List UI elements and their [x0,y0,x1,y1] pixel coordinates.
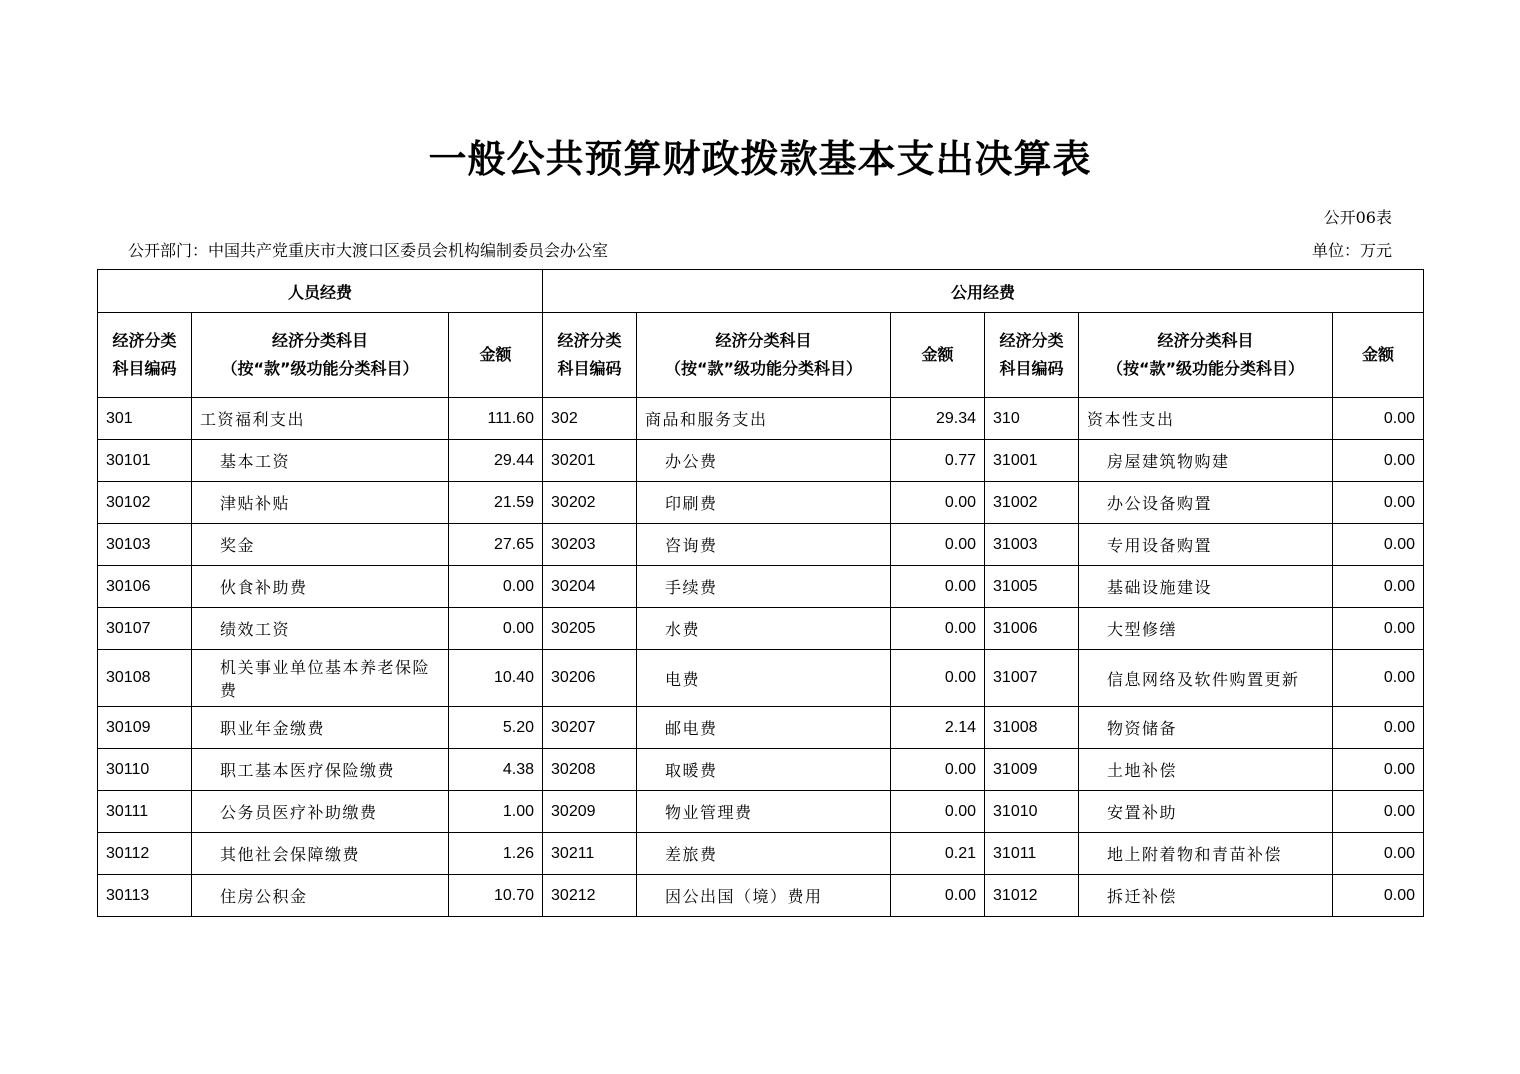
amount-cell: 27.65 [449,524,543,566]
col-header-subject: 经济分类科目 （按“款”级功能分类科目） [637,313,891,398]
table-row [98,566,1424,608]
col-header-amount: 金额 [449,313,543,398]
table-row [98,482,1424,524]
amount-cell: 0.00 [1333,482,1424,524]
subject-cell: 奖金 [192,524,449,566]
code-cell: 30204 [543,566,637,608]
table-row [98,398,1424,440]
department-label: 公开部门：中国共产党重庆市大渡口区委员会机构编制委员会办公室 [128,241,609,260]
code-cell: 30106 [98,566,192,608]
subject-cell: 办公设备购置 [1079,482,1333,524]
code-cell: 30111 [98,791,192,833]
amount-cell: 0.00 [1333,749,1424,791]
amount-cell: 29.34 [891,398,985,440]
code-cell: 30201 [543,440,637,482]
subject-cell: 差旅费 [637,833,891,875]
subject-cell: 伙食补助费 [192,566,449,608]
subject-cell: 咨询费 [637,524,891,566]
code-cell: 31008 [985,707,1079,749]
table-row [98,833,1424,875]
amount-cell: 0.00 [1333,398,1424,440]
amount-cell: 10.70 [449,875,543,917]
unit-label: 单位：万元 [1311,241,1392,260]
code-cell: 30110 [98,749,192,791]
amount-cell: 0.00 [1333,608,1424,650]
amount-cell: 0.21 [891,833,985,875]
col-header-code: 经济分类 科目编码 [98,313,192,398]
subject-cell: 水费 [637,608,891,650]
amount-cell: 0.00 [891,482,985,524]
subject-cell: 资本性支出 [1079,398,1333,440]
amount-cell: 0.00 [891,524,985,566]
form-number: 公开06表 [1323,208,1392,227]
code-cell: 30113 [98,875,192,917]
amount-cell: 5.20 [449,707,543,749]
code-cell: 31012 [985,875,1079,917]
subject-cell: 办公费 [637,440,891,482]
subject-cell: 信息网络及软件购置更新 [1079,650,1333,707]
expenditure-table [97,269,1424,917]
col-header-code: 经济分类 科目编码 [985,313,1079,398]
amount-cell: 2.14 [891,707,985,749]
code-cell: 30209 [543,791,637,833]
subject-cell: 房屋建筑物购建 [1079,440,1333,482]
code-cell: 30202 [543,482,637,524]
amount-cell: 0.77 [891,440,985,482]
col-header-amount: 金额 [891,313,985,398]
code-cell: 301 [98,398,192,440]
code-cell: 30212 [543,875,637,917]
subject-cell: 绩效工资 [192,608,449,650]
amount-cell: 0.00 [1333,707,1424,749]
subject-cell: 印刷费 [637,482,891,524]
code-cell: 31005 [985,566,1079,608]
code-cell: 31011 [985,833,1079,875]
amount-cell: 0.00 [891,875,985,917]
amount-cell: 0.00 [1333,566,1424,608]
subject-cell: 职工基本医疗保险缴费 [192,749,449,791]
amount-cell: 0.00 [891,791,985,833]
col-header-subject: 经济分类科目 （按“款”级功能分类科目） [192,313,449,398]
amount-cell: 0.00 [891,566,985,608]
subject-cell: 住房公积金 [192,875,449,917]
code-cell: 30107 [98,608,192,650]
code-cell: 30109 [98,707,192,749]
amount-cell: 0.00 [1333,440,1424,482]
subject-cell: 公务员医疗补助缴费 [192,791,449,833]
group-header-personnel: 人员经费 [98,270,543,313]
code-cell: 30102 [98,482,192,524]
code-cell: 30206 [543,650,637,707]
amount-cell: 1.00 [449,791,543,833]
code-cell: 31010 [985,791,1079,833]
code-cell: 30108 [98,650,192,707]
col-header-subject: 经济分类科目 （按“款”级功能分类科目） [1079,313,1333,398]
amount-cell: 0.00 [1333,650,1424,707]
code-cell: 31009 [985,749,1079,791]
subject-cell: 拆迁补偿 [1079,875,1333,917]
subject-cell: 取暖费 [637,749,891,791]
subject-cell: 工资福利支出 [192,398,449,440]
subject-cell: 邮电费 [637,707,891,749]
subject-cell: 大型修缮 [1079,608,1333,650]
subject-cell: 手续费 [637,566,891,608]
code-cell: 302 [543,398,637,440]
subject-cell: 安置补助 [1079,791,1333,833]
amount-cell: 0.00 [1333,524,1424,566]
subject-cell: 职业年金缴费 [192,707,449,749]
amount-cell: 21.59 [449,482,543,524]
page-title: 一般公共预算财政拨款基本支出决算表 [428,137,1092,181]
subject-cell: 津贴补贴 [192,482,449,524]
code-cell: 30101 [98,440,192,482]
code-cell: 30211 [543,833,637,875]
subject-cell: 专用设备购置 [1079,524,1333,566]
col-header-code: 经济分类 科目编码 [543,313,637,398]
column-header-row [98,313,1424,398]
amount-cell: 0.00 [449,566,543,608]
amount-cell: 0.00 [891,608,985,650]
subject-cell: 土地补偿 [1079,749,1333,791]
subject-cell: 其他社会保障缴费 [192,833,449,875]
amount-cell: 1.26 [449,833,543,875]
amount-cell: 0.00 [449,608,543,650]
amount-cell: 10.40 [449,650,543,707]
table-row [98,875,1424,917]
amount-cell: 111.60 [449,398,543,440]
table-row [98,524,1424,566]
code-cell: 30112 [98,833,192,875]
subject-cell: 基本工资 [192,440,449,482]
subject-cell: 基础设施建设 [1079,566,1333,608]
amount-cell: 0.00 [891,749,985,791]
amount-cell: 0.00 [1333,791,1424,833]
code-cell: 31007 [985,650,1079,707]
amount-cell: 0.00 [1333,833,1424,875]
table-row [98,791,1424,833]
table-row [98,440,1424,482]
table-row [98,650,1424,707]
subject-cell: 商品和服务支出 [637,398,891,440]
table-row [98,707,1424,749]
col-header-amount: 金额 [1333,313,1424,398]
code-cell: 30208 [543,749,637,791]
amount-cell: 4.38 [449,749,543,791]
code-cell: 30207 [543,707,637,749]
subject-cell: 地上附着物和青苗补偿 [1079,833,1333,875]
code-cell: 31006 [985,608,1079,650]
code-cell: 30205 [543,608,637,650]
subject-cell: 物资储备 [1079,707,1333,749]
subject-cell: 电费 [637,650,891,707]
amount-cell: 0.00 [1333,875,1424,917]
code-cell: 30103 [98,524,192,566]
code-cell: 310 [985,398,1079,440]
table-row [98,749,1424,791]
subject-cell: 因公出国（境）费用 [637,875,891,917]
amount-cell: 29.44 [449,440,543,482]
subject-cell: 机关事业单位基本养老保险费 [192,650,449,707]
code-cell: 31002 [985,482,1079,524]
code-cell: 31001 [985,440,1079,482]
code-cell: 30203 [543,524,637,566]
subject-cell: 物业管理费 [637,791,891,833]
group-header-public: 公用经费 [543,270,1424,313]
amount-cell: 0.00 [891,650,985,707]
code-cell: 31003 [985,524,1079,566]
table-row [98,608,1424,650]
